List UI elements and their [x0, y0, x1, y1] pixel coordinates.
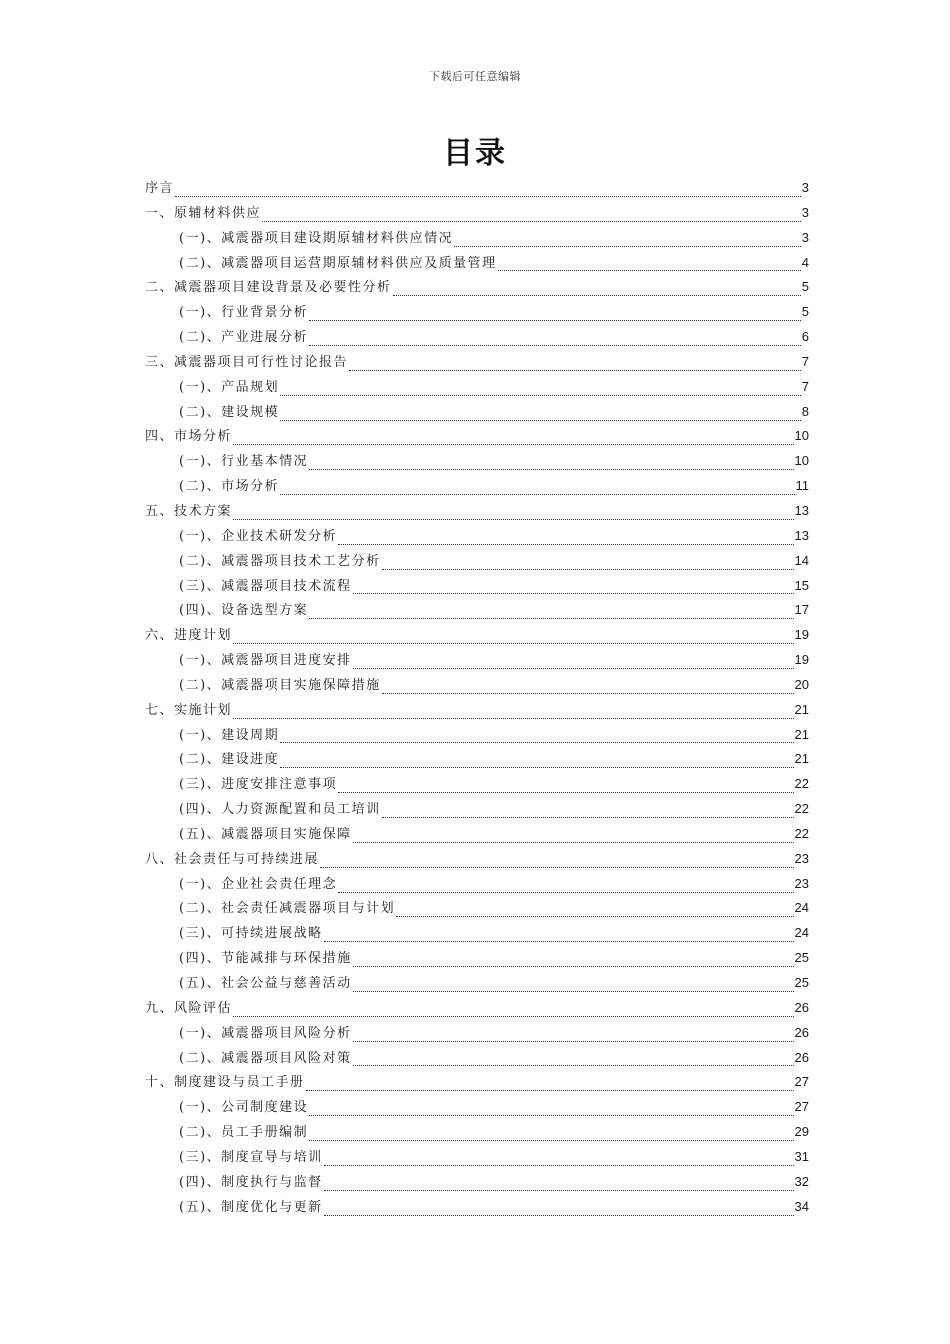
toc-page-number: 29 — [794, 1124, 809, 1140]
toc-entry-label: (二)、市场分析 — [179, 479, 280, 495]
toc-subsection-entry[interactable] — [145, 971, 809, 996]
toc-page-number: 19 — [794, 652, 809, 668]
toc-dot-leader — [233, 706, 794, 719]
toc-entry-label: (五)、减震器项目实施保障 — [179, 826, 352, 842]
toc-dot-leader — [382, 681, 794, 694]
toc-subsection-entry[interactable] — [145, 226, 809, 251]
toc-entry-label: 一、原辅材料供应 — [145, 205, 262, 221]
toc-subsection-entry[interactable] — [145, 747, 809, 772]
toc-page-number: 20 — [794, 676, 809, 692]
toc-subsection-entry[interactable] — [145, 549, 809, 574]
toc-dot-leader — [324, 929, 794, 942]
toc-entry-label: (二)、员工手册编制 — [179, 1125, 309, 1141]
toc-entry-label: (一)、减震器项目建设期原辅材料供应情况 — [179, 230, 454, 246]
toc-dot-leader — [382, 557, 794, 570]
toc-dot-leader — [353, 1053, 794, 1066]
toc-subsection-entry[interactable] — [145, 375, 809, 400]
toc-dot-leader — [262, 209, 801, 222]
toc-entry-label: (一)、建设周期 — [179, 727, 280, 743]
toc-dot-leader — [353, 581, 794, 594]
toc-page-number: 5 — [801, 304, 809, 320]
toc-page-number: 21 — [794, 751, 809, 767]
toc-entry-label: (一)、行业基本情况 — [179, 454, 309, 470]
toc-page-number: 5 — [801, 279, 809, 295]
toc-dot-leader — [280, 408, 801, 421]
toc-subsection-entry[interactable] — [145, 325, 809, 350]
toc-subsection-entry[interactable] — [145, 872, 809, 897]
toc-entry-label: (一)、产品规划 — [179, 379, 280, 395]
toc-section-entry[interactable] — [145, 698, 809, 723]
toc-entry-label: (三)、进度安排注意事项 — [179, 777, 338, 793]
toc-page-number: 26 — [794, 999, 809, 1015]
toc-dot-leader — [454, 234, 801, 247]
toc-subsection-entry[interactable] — [145, 946, 809, 971]
toc-dot-leader — [353, 979, 794, 992]
toc-subsection-entry[interactable] — [145, 598, 809, 623]
toc-entry-label: (一)、公司制度建设 — [179, 1100, 309, 1116]
toc-section-entry[interactable] — [145, 623, 809, 648]
toc-page-number: 24 — [794, 925, 809, 941]
toc-dot-leader — [306, 1078, 794, 1091]
toc-entry-label: (三)、减震器项目技术流程 — [179, 578, 352, 594]
toc-section-entry[interactable] — [145, 499, 809, 524]
toc-dot-leader — [353, 954, 794, 967]
toc-dot-leader — [338, 880, 793, 893]
toc-page-number: 22 — [794, 825, 809, 841]
toc-dot-leader — [175, 184, 801, 197]
toc-page-number: 10 — [794, 453, 809, 469]
toc-entry-label: (一)、行业背景分析 — [179, 305, 309, 321]
toc-subsection-entry[interactable] — [145, 1095, 809, 1120]
toc-page-number: 25 — [794, 975, 809, 990]
toc-dot-leader — [338, 532, 793, 545]
toc-subsection-entry[interactable] — [145, 673, 809, 698]
toc-entry-label: 七、实施计划 — [145, 702, 233, 718]
toc-page-number: 13 — [794, 527, 809, 543]
toc-section-entry[interactable] — [145, 275, 809, 300]
toc-page-number: 23 — [794, 850, 809, 866]
toc-entry-label: (四)、节能减排与环保措施 — [179, 951, 352, 967]
toc-dot-leader — [309, 333, 801, 346]
toc-subsection-entry[interactable] — [145, 574, 809, 599]
toc-subsection-entry[interactable] — [145, 524, 809, 549]
toc-page-number: 7 — [801, 353, 809, 369]
toc-page-number: 21 — [794, 726, 809, 742]
toc-entry-label: (二)、减震器项目实施保障措施 — [179, 677, 381, 693]
toc-dot-leader — [280, 730, 793, 743]
toc-section-entry[interactable] — [145, 1070, 809, 1095]
toc-section-entry[interactable] — [145, 350, 809, 375]
toc-page-number: 27 — [794, 1074, 809, 1090]
toc-entry-label: (二)、社会责任减震器项目与计划 — [179, 901, 396, 917]
toc-page-number: 31 — [794, 1148, 809, 1164]
toc-subsection-entry[interactable] — [145, 723, 809, 748]
toc-title: 目录 — [443, 136, 507, 171]
toc-page-number: 32 — [794, 1173, 809, 1189]
toc-dot-leader — [353, 830, 794, 843]
toc-dot-leader — [233, 1004, 794, 1017]
toc-dot-leader — [280, 383, 801, 396]
toc-dot-leader — [324, 1203, 794, 1216]
toc-page-number: 14 — [794, 552, 809, 568]
toc-entry-label: 十、制度建设与员工手册 — [145, 1075, 305, 1091]
toc-entry-label: 序言 — [145, 181, 175, 196]
toc-page-number: 19 — [794, 627, 809, 643]
toc-entry-label: (二)、产业进展分析 — [179, 330, 309, 346]
toc-dot-leader — [382, 805, 794, 818]
toc-dot-leader — [280, 755, 793, 768]
toc-entry-label: 八、社会责任与可持续进展 — [145, 851, 320, 867]
toc-page-number: 27 — [794, 1099, 809, 1115]
toc-entry-label: (一)、减震器项目进度安排 — [179, 653, 352, 669]
toc-dot-leader — [233, 507, 794, 520]
toc-subsection-entry[interactable] — [145, 1170, 809, 1195]
toc-entry-label: 四、市场分析 — [145, 429, 233, 445]
toc-section-entry[interactable] — [145, 424, 809, 449]
toc-dot-leader — [320, 855, 794, 868]
toc-page-number: 17 — [794, 602, 809, 618]
toc-dot-leader — [233, 631, 794, 644]
toc-page-number: 23 — [794, 875, 809, 891]
toc-dot-leader — [309, 457, 793, 470]
toc-entry-label: 九、风险评估 — [145, 1000, 233, 1016]
toc-page-number: 24 — [794, 900, 809, 916]
toc-subsection-entry[interactable] — [145, 772, 809, 797]
toc-entry-label: (二)、减震器项目技术工艺分析 — [179, 553, 381, 569]
toc-entry-label: (二)、建设进度 — [179, 752, 280, 768]
toc-entry-label: 三、减震器项目可行性讨论报告 — [145, 354, 349, 370]
toc-page-number: 34 — [794, 1198, 809, 1214]
toc-entry-label: 六、进度计划 — [145, 628, 233, 644]
toc-dot-leader — [309, 308, 801, 321]
table-of-contents — [145, 176, 809, 1219]
toc-dot-leader — [280, 482, 794, 495]
toc-entry-label: (四)、人力资源配置和员工培训 — [179, 802, 381, 818]
toc-dot-leader — [393, 283, 801, 296]
toc-section-entry[interactable] — [145, 996, 809, 1021]
toc-section-entry[interactable] — [145, 847, 809, 872]
toc-entry-label: (四)、制度执行与监督 — [179, 1174, 323, 1190]
toc-entry-label: (五)、制度优化与更新 — [179, 1199, 323, 1215]
toc-entry-label: (二)、减震器项目运营期原辅材料供应及质量管理 — [179, 255, 497, 271]
toc-dot-leader — [324, 1153, 794, 1166]
toc-page-number: 3 — [801, 229, 809, 245]
toc-subsection-entry[interactable] — [145, 300, 809, 325]
toc-subsection-entry[interactable] — [145, 797, 809, 822]
toc-dot-leader — [324, 1178, 794, 1191]
toc-page-number: 3 — [801, 204, 809, 220]
toc-page-number: 7 — [801, 378, 809, 394]
toc-page-number: 4 — [801, 254, 809, 270]
toc-page-number: 26 — [794, 1024, 809, 1040]
toc-entry-label: (三)、可持续进展战略 — [179, 926, 323, 942]
header-note: 下载后可任意编辑 — [429, 70, 521, 83]
toc-dot-leader — [309, 1128, 793, 1141]
toc-entry-label: (一)、企业技术研发分析 — [179, 528, 338, 544]
toc-entry-label: (三)、制度宣导与培训 — [179, 1149, 323, 1165]
toc-entry-label: 五、技术方案 — [145, 503, 233, 519]
toc-dot-leader — [309, 1103, 793, 1116]
toc-page-number: 22 — [794, 776, 809, 792]
toc-dot-leader — [396, 904, 793, 917]
toc-page-number: 21 — [794, 701, 809, 717]
toc-subsection-entry[interactable] — [145, 648, 809, 673]
toc-page-number: 6 — [801, 329, 809, 345]
toc-entry-label: (一)、企业社会责任理念 — [179, 876, 338, 892]
toc-entry-label: 二、减震器项目建设背景及必要性分析 — [145, 280, 392, 296]
toc-entry-label: (二)、建设规模 — [179, 404, 280, 420]
toc-subsection-entry[interactable] — [145, 1120, 809, 1145]
toc-entry-label: (五)、社会公益与慈善活动 — [179, 976, 352, 991]
toc-page-number: 13 — [794, 502, 809, 518]
toc-subsection-entry[interactable] — [145, 449, 809, 474]
toc-subsection-entry[interactable] — [145, 1046, 809, 1071]
toc-dot-leader — [233, 432, 794, 445]
toc-page-number: 26 — [794, 1049, 809, 1065]
toc-subsection-entry[interactable] — [145, 474, 809, 499]
toc-subsection-entry[interactable] — [145, 822, 809, 847]
toc-section-entry[interactable] — [145, 176, 809, 201]
toc-page-number: 3 — [801, 180, 809, 195]
toc-dot-leader — [353, 656, 794, 669]
toc-subsection-entry[interactable] — [145, 896, 809, 921]
toc-subsection-entry[interactable] — [145, 1145, 809, 1170]
toc-dot-leader — [353, 1029, 794, 1042]
toc-subsection-entry[interactable] — [145, 1021, 809, 1046]
toc-subsection-entry[interactable] — [145, 921, 809, 946]
toc-page-number: 11 — [795, 478, 809, 494]
toc-page-number: 25 — [794, 950, 809, 966]
toc-subsection-entry[interactable] — [145, 251, 809, 276]
toc-dot-leader — [309, 606, 793, 619]
toc-page-number: 22 — [794, 801, 809, 817]
toc-page-number: 15 — [794, 577, 809, 593]
toc-dot-leader — [349, 358, 801, 371]
toc-entry-label: (一)、减震器项目风险分析 — [179, 1025, 352, 1041]
toc-entry-label: (四)、设备选型方案 — [179, 603, 309, 619]
toc-dot-leader — [498, 258, 801, 271]
toc-subsection-entry[interactable] — [145, 400, 809, 425]
toc-section-entry[interactable] — [145, 201, 809, 226]
toc-page-number: 8 — [801, 403, 809, 419]
toc-dot-leader — [338, 780, 793, 793]
toc-subsection-entry[interactable] — [145, 1195, 809, 1220]
toc-page-number: 10 — [794, 428, 809, 444]
toc-entry-label: (二)、减震器项目风险对策 — [179, 1050, 352, 1066]
